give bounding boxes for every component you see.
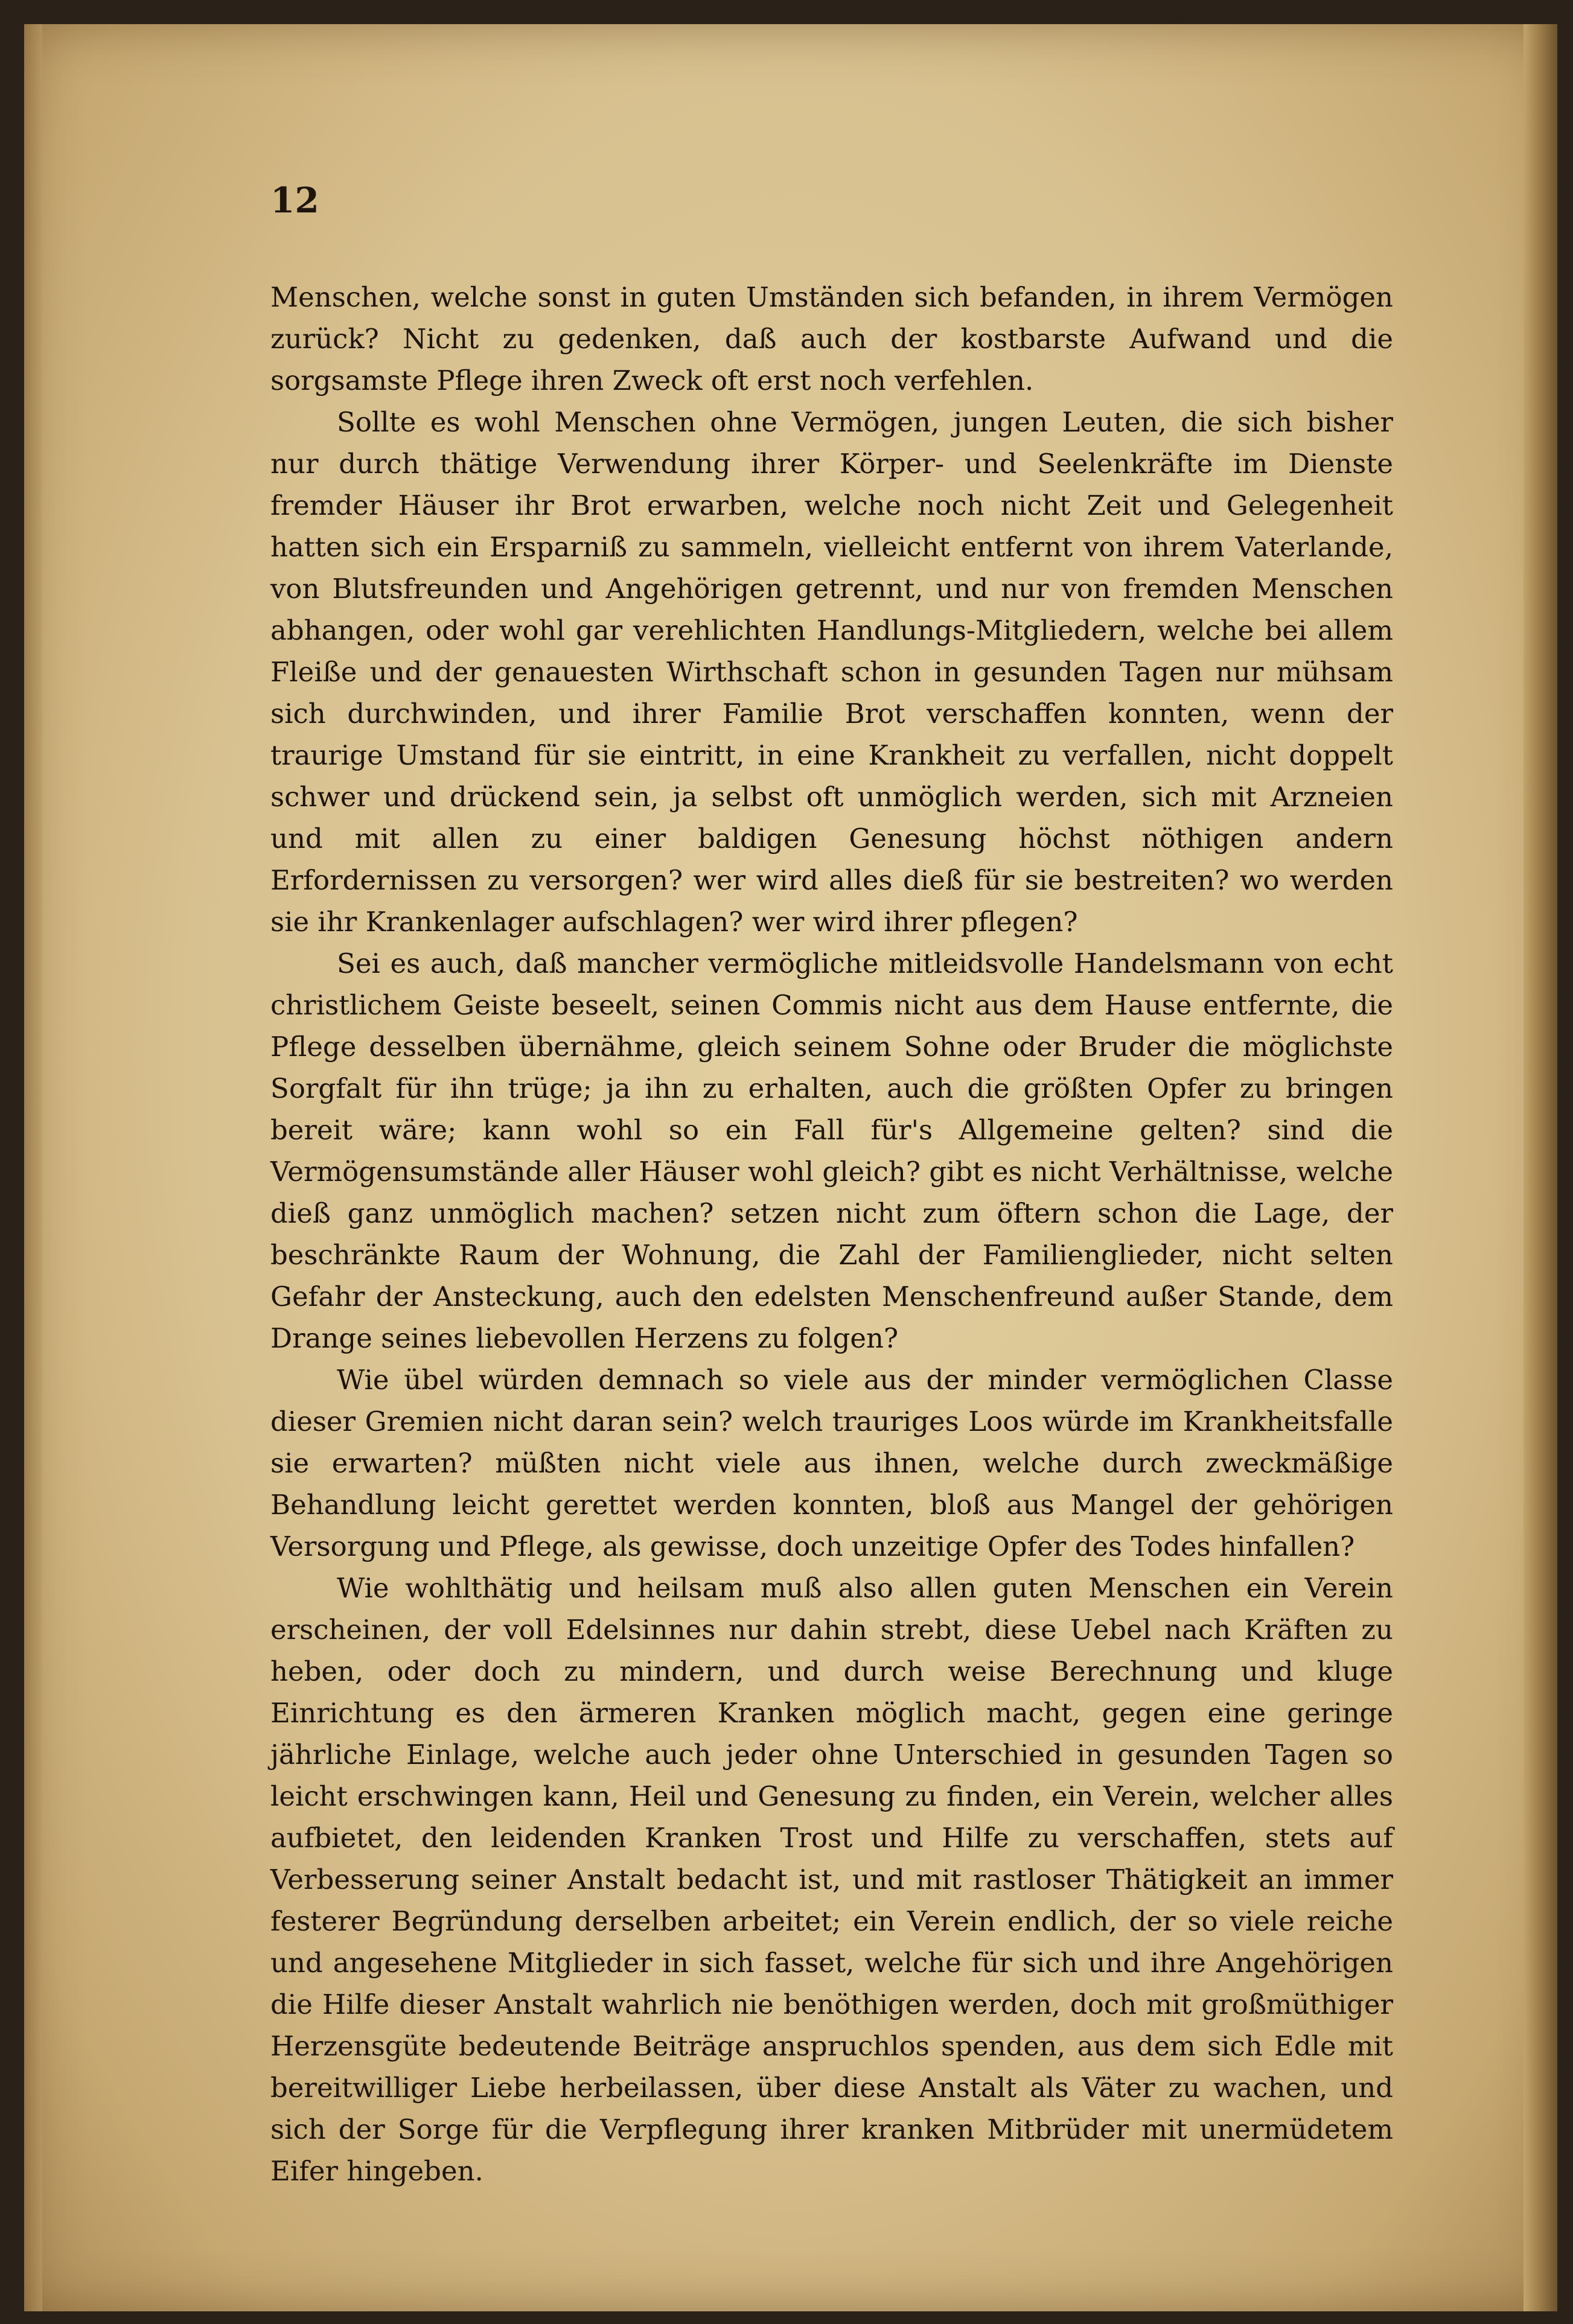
paragraph-4: Wie übel würden demnach so viele aus der minder vermöglichen Classe dieser Gremien nicht daran sein? welch trauriges Loos würde im Krankheitsfalle sie erwarten? müßten nicht viele aus ihnen, welche durch zweckmäßige Behandlung leicht gerettet werden konnten, bloß aus Mangel der gehörigen Versorgung und Pflege, als gewisse, doch unzeitige Opfer des Todes hinfallen? [270,1364,1393,1562]
page-fore-edge [1524,24,1557,2311]
book-page [24,24,1557,2311]
paragraph-1: Menschen, welche sonst in guten Umständen sich befanden, in ihrem Vermögen zurück? Nicht zu gedenken, daß auch der kostbarste Aufwand und die sorgsamste Pflege ihren Zweck oft erst noch verfehlen. [270,281,1393,396]
page-binding-shadow [24,24,42,2311]
page-number: 12 [270,180,319,221]
paragraph-2: Sollte es wohl Menschen ohne Vermögen, jungen Leuten, die sich bisher nur durch thätige Verwendung ihrer Körper- und Seelenkräfte im Dienste fremder Häuser ihr Brot erwarben, welche noch nicht Zeit und Gelegenheit hatten sich ein Ersparniß zu sammeln, vielleicht entfernt von ihrem Vaterlande, von Blutsfreunden und Angehörigen getrennt, und nur von fremden Menschen abhangen, oder wohl gar verehlichten Handlungs-Mitgliedern, welche bei allem Fleiße und der genauesten Wirthschaft schon in gesunden Tagen nur mühsam sich durchwinden, und ihrer Familie Brot verschaffen konnten, wenn der traurige Umstand für sie eintritt, in eine Krankheit zu verfallen, nicht doppelt schwer und drückend sein, ja selbst oft unmöglich werden, sich mit Arzneien und mit allen zu einer baldigen Genesung höchst nöthigen andern Erfordernissen zu versorgen? wer wird alles dieß für sie bestreiten? wo werden sie ihr Krankenlager aufschlagen? wer wird ihrer pflegen? [270,406,1393,938]
paragraph-5: Wie wohlthätig und heilsam muß also allen guten Menschen ein Verein erscheinen, der voll Edelsinnes nur dahin strebt, diese Uebel nach Kräften zu heben, oder doch zu mindern, und durch weise Berechnung und kluge Einrichtung es den ärmeren Kranken möglich macht, gegen eine geringe jährliche Einlage, welche auch jeder ohne Unterschied in gesunden Tagen so leicht erschwingen kann, Heil und Genesung zu finden, ein Verein, welcher alles aufbietet, den leidenden Kranken Trost und Hilfe zu verschaffen, stets auf Verbesserung seiner Anstalt bedacht ist, und mit rastloser Thätigkeit an immer festerer Begründung derselben arbeitet; ein Verein endlich, der so viele reiche und angesehene Mitglieder in sich fasset, welche für sich und ihre Angehörigen die Hilfe dieser Anstalt wahrlich nie benöthigen werden, doch mit großmüthiger Herzensgüte bedeutende Beiträge anspruchlos spenden, aus dem sich Edle mit bereitwilliger Liebe herbeilassen, über diese Anstalt als Väter zu wachen, und sich der Sorge für die Verpflegung ihrer kranken Mitbrüder mit unermüdetem Eifer hingeben. [270,1572,1393,2187]
paragraph-3: Sei es auch, daß mancher vermögliche mitleidsvolle Handelsmann von echt christlichem Geiste beseelt, seinen Commis nicht aus dem Hause entfernte, die Pflege desselben übernähme, gleich seinem Sohne oder Bruder die möglichste Sorgfalt für ihn trüge; ja ihn zu erhalten, auch die größten Opfer zu bringen bereit wäre; kann wohl so ein Fall für's Allgemeine gelten? sind die Vermögensumstände aller Häuser wohl gleich? gibt es nicht Verhältnisse, welche dieß ganz unmöglich machen? setzen nicht zum öftern schon die Lage, der beschränkte Raum der Wohnung, die Zahl der Familienglieder, nicht selten Gefahr der Ansteckung, auch den edelsten Menschenfreund außer Stande, dem Drange seines liebevollen Herzens zu folgen? [270,947,1393,1354]
body-text [270,276,1393,2192]
